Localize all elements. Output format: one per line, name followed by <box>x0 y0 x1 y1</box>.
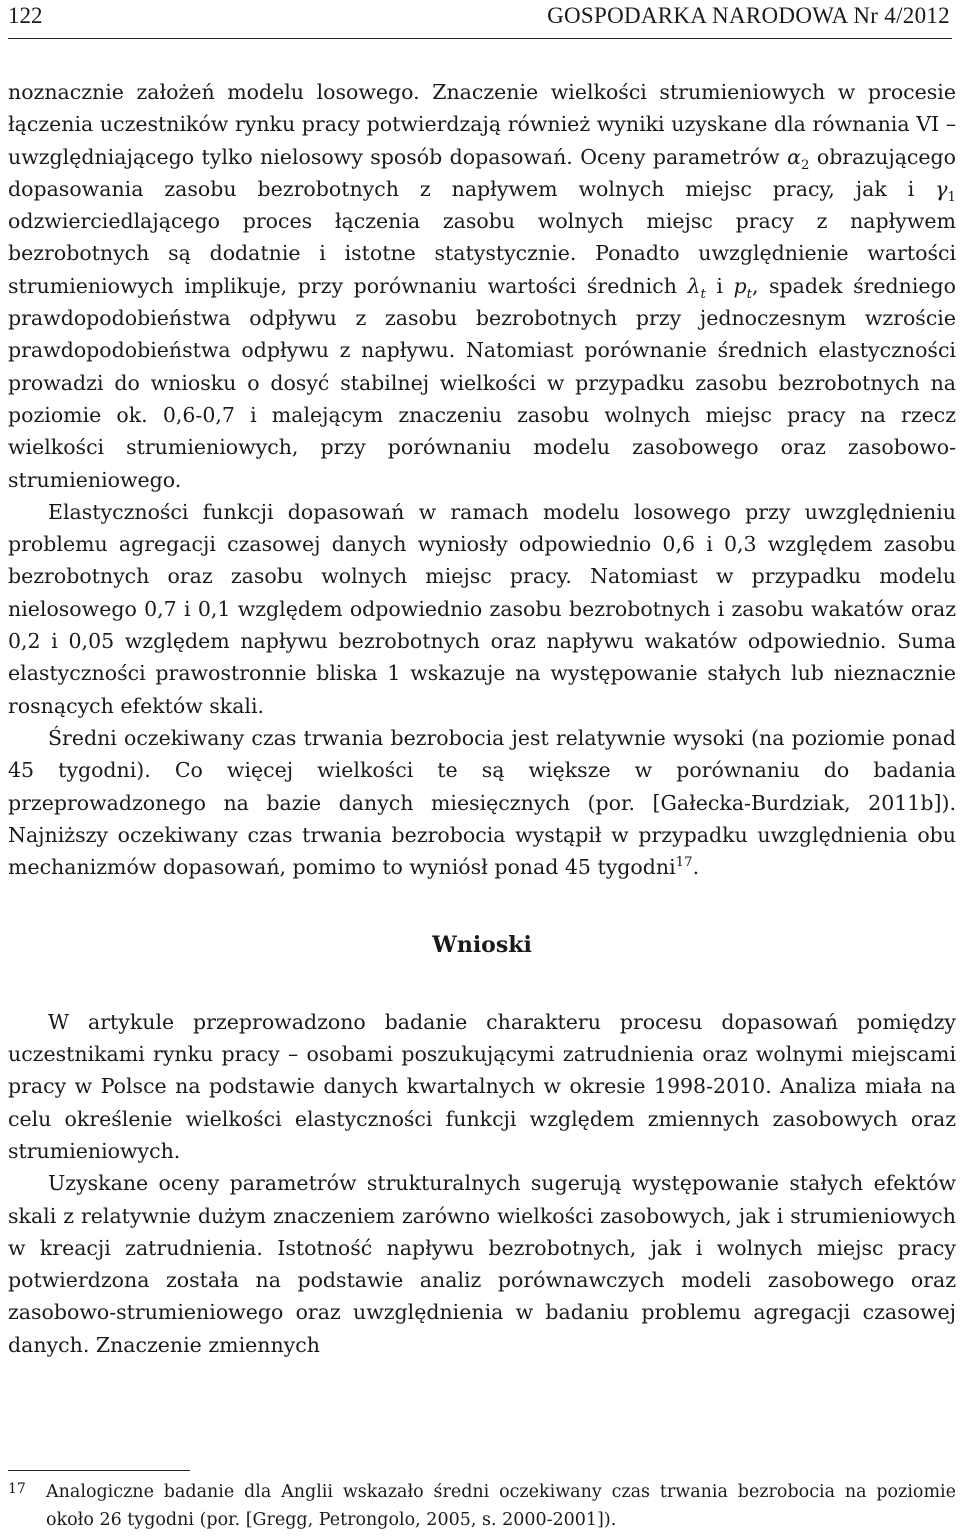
paragraph-2: Elastyczności funkcji dopasowań w ramach modelu losowego przy uwzględnieniu problemu agregacji czasowej danych wyniosły odpowiednio 0,6 i 0,3 względem zasobu bezrobotnych oraz zasobu wolnych miejsc pracy. Natomiast w przypadku modelu nielosowego 0,7 i 0,1 względem odpowiednio zasobu bezrobotnych i zasobu wakatów oraz 0,2 i 0,05 względem napływu bezrobotnych oraz napływu wakatów odpowiednio. Suma elastyczności prawostronnie bliska 1 wskazuje na występowanie stałych lub nieznacznie rosnących efektów skali. <box>8 499 956 718</box>
paragraph-4: W artykule przeprowadzono badanie charakteru procesu dopasowań pomiędzy uczestnikami rynku pracy – osobami poszukującymi zatrudnienia oraz wolnymi miejscami pracy w Polsce na podstawie danych kwartalnych w okresie 1998-2010. Analiza miała na celu określenie wielkości elastyczności funkcji względem zmiennych zasobowych oraz strumieniowych. <box>8 1009 956 1163</box>
p-subscript: t <box>746 286 752 302</box>
lambda-subscript: t <box>700 286 706 302</box>
footnote-reference[interactable]: 17 <box>675 855 693 871</box>
footnote-number: 17 <box>8 1481 26 1497</box>
header-rule <box>8 38 952 39</box>
footnote-text: Analogiczne badanie dla Anglii wskazało średni oczekiwany czas trwania bezrobocia na poziomie około 26 tygodni (por. [Gregg, Petrongolo, 2005, s. 2000-2001]). <box>46 1482 956 1530</box>
gamma-symbol: γ <box>935 176 948 201</box>
journal-title: GOSPODARKA NARODOWA Nr 4/2012 <box>547 3 950 28</box>
lambda-symbol: λ <box>687 273 701 298</box>
running-header <box>8 0 952 34</box>
alpha-symbol: α <box>787 144 801 169</box>
page-number: 122 <box>8 3 43 28</box>
paragraph-1-text-e: , spadek średniego prawdopodobieństwa odpływu z zasobu bezrobotnych przy jednoczesnym wzroście prawdopodobieństwa odpływu z napływu. Natomiast porównanie średnich elastyczności prowadzi do wniosku o dosyć stabilnej wielkości w przypadku zasobu bezrobotnych na poziomie ok. 0,6-0,7 i malejącym znaczeniu zasobu wolnych miejsc pracy na rzecz wielkości strumieniowych, przy porównaniu modelu zasobowego oraz zasobowo-strumieniowego. <box>8 273 956 492</box>
paragraph-5: Uzyskane oceny parametrów strukturalnych sugerują występowanie stałych efektów skali z relatywnie dużym znaczeniem zarówno wielkości zasobowych, jak i strumieniowych w kreacji zatrudnienia. Istotność napływu bezrobotnych, jak i wolnych miejsc pracy potwierdzona została na podstawie analiz porównawczych modeli zasobowego oraz zasobowo-strumieniowego oraz uwzględnienia w badaniu problemu agregacji czasowej danych. Znaczenie zmiennych <box>8 1171 956 1357</box>
main-text <box>8 76 956 1361</box>
gamma-subscript: 1 <box>947 189 956 205</box>
paragraph-1-text-b: obrazującego dopasowania zasobu bezrobotnych z napływem wolnych miejsc pracy, jak i <box>8 144 956 201</box>
paragraph-1-text-c: odzwierciedlającego proces łączenia zasobu wolnych miejsc pracy z napływem bezrobotnych są dodatnie i istotne statystycznie. Ponadto uwzględnienie wartości strumieniowych implikuje, przy porównaniu wartości średnich <box>8 209 956 298</box>
footnote <box>8 1478 956 1534</box>
footnote-rule <box>8 1470 190 1471</box>
paragraph-1-text-d: i <box>705 273 734 298</box>
paragraph-3-text-a: Średni oczekiwany czas trwania bezrobocia jest relatywnie wysoki (na poziomie ponad 45 tygodni). Co więcej wielkości te są większe w porównaniu do badania przeprowadzonego na bazie danych miesięcznych (por. [Gałecka-Burdziak, 2011b]). Najniższy oczekiwany czas trwania bezrobocia wystąpił w przypadku uwzględnienia obu mechanizmów dopasowań, pomimo to wyniósł ponad 45 tygodni <box>8 725 956 880</box>
paragraph-1 <box>8 76 956 496</box>
paragraph-3-text-b: . <box>692 855 700 880</box>
p-symbol: p <box>733 273 747 298</box>
paragraph-1-text-a: noznacznie założeń modelu losowego. Znaczenie wielkości strumieniowych w procesie łączenia uczestników rynku pracy potwierdzają również wyniki uzyskane dla równania VI – uwzględniającego tylko nielosowy sposób dopasowań. Oceny parametrów <box>8 80 956 169</box>
alpha-subscript: 2 <box>800 157 810 173</box>
section-heading: Wnioski <box>432 932 532 959</box>
paragraph-3 <box>8 722 956 883</box>
